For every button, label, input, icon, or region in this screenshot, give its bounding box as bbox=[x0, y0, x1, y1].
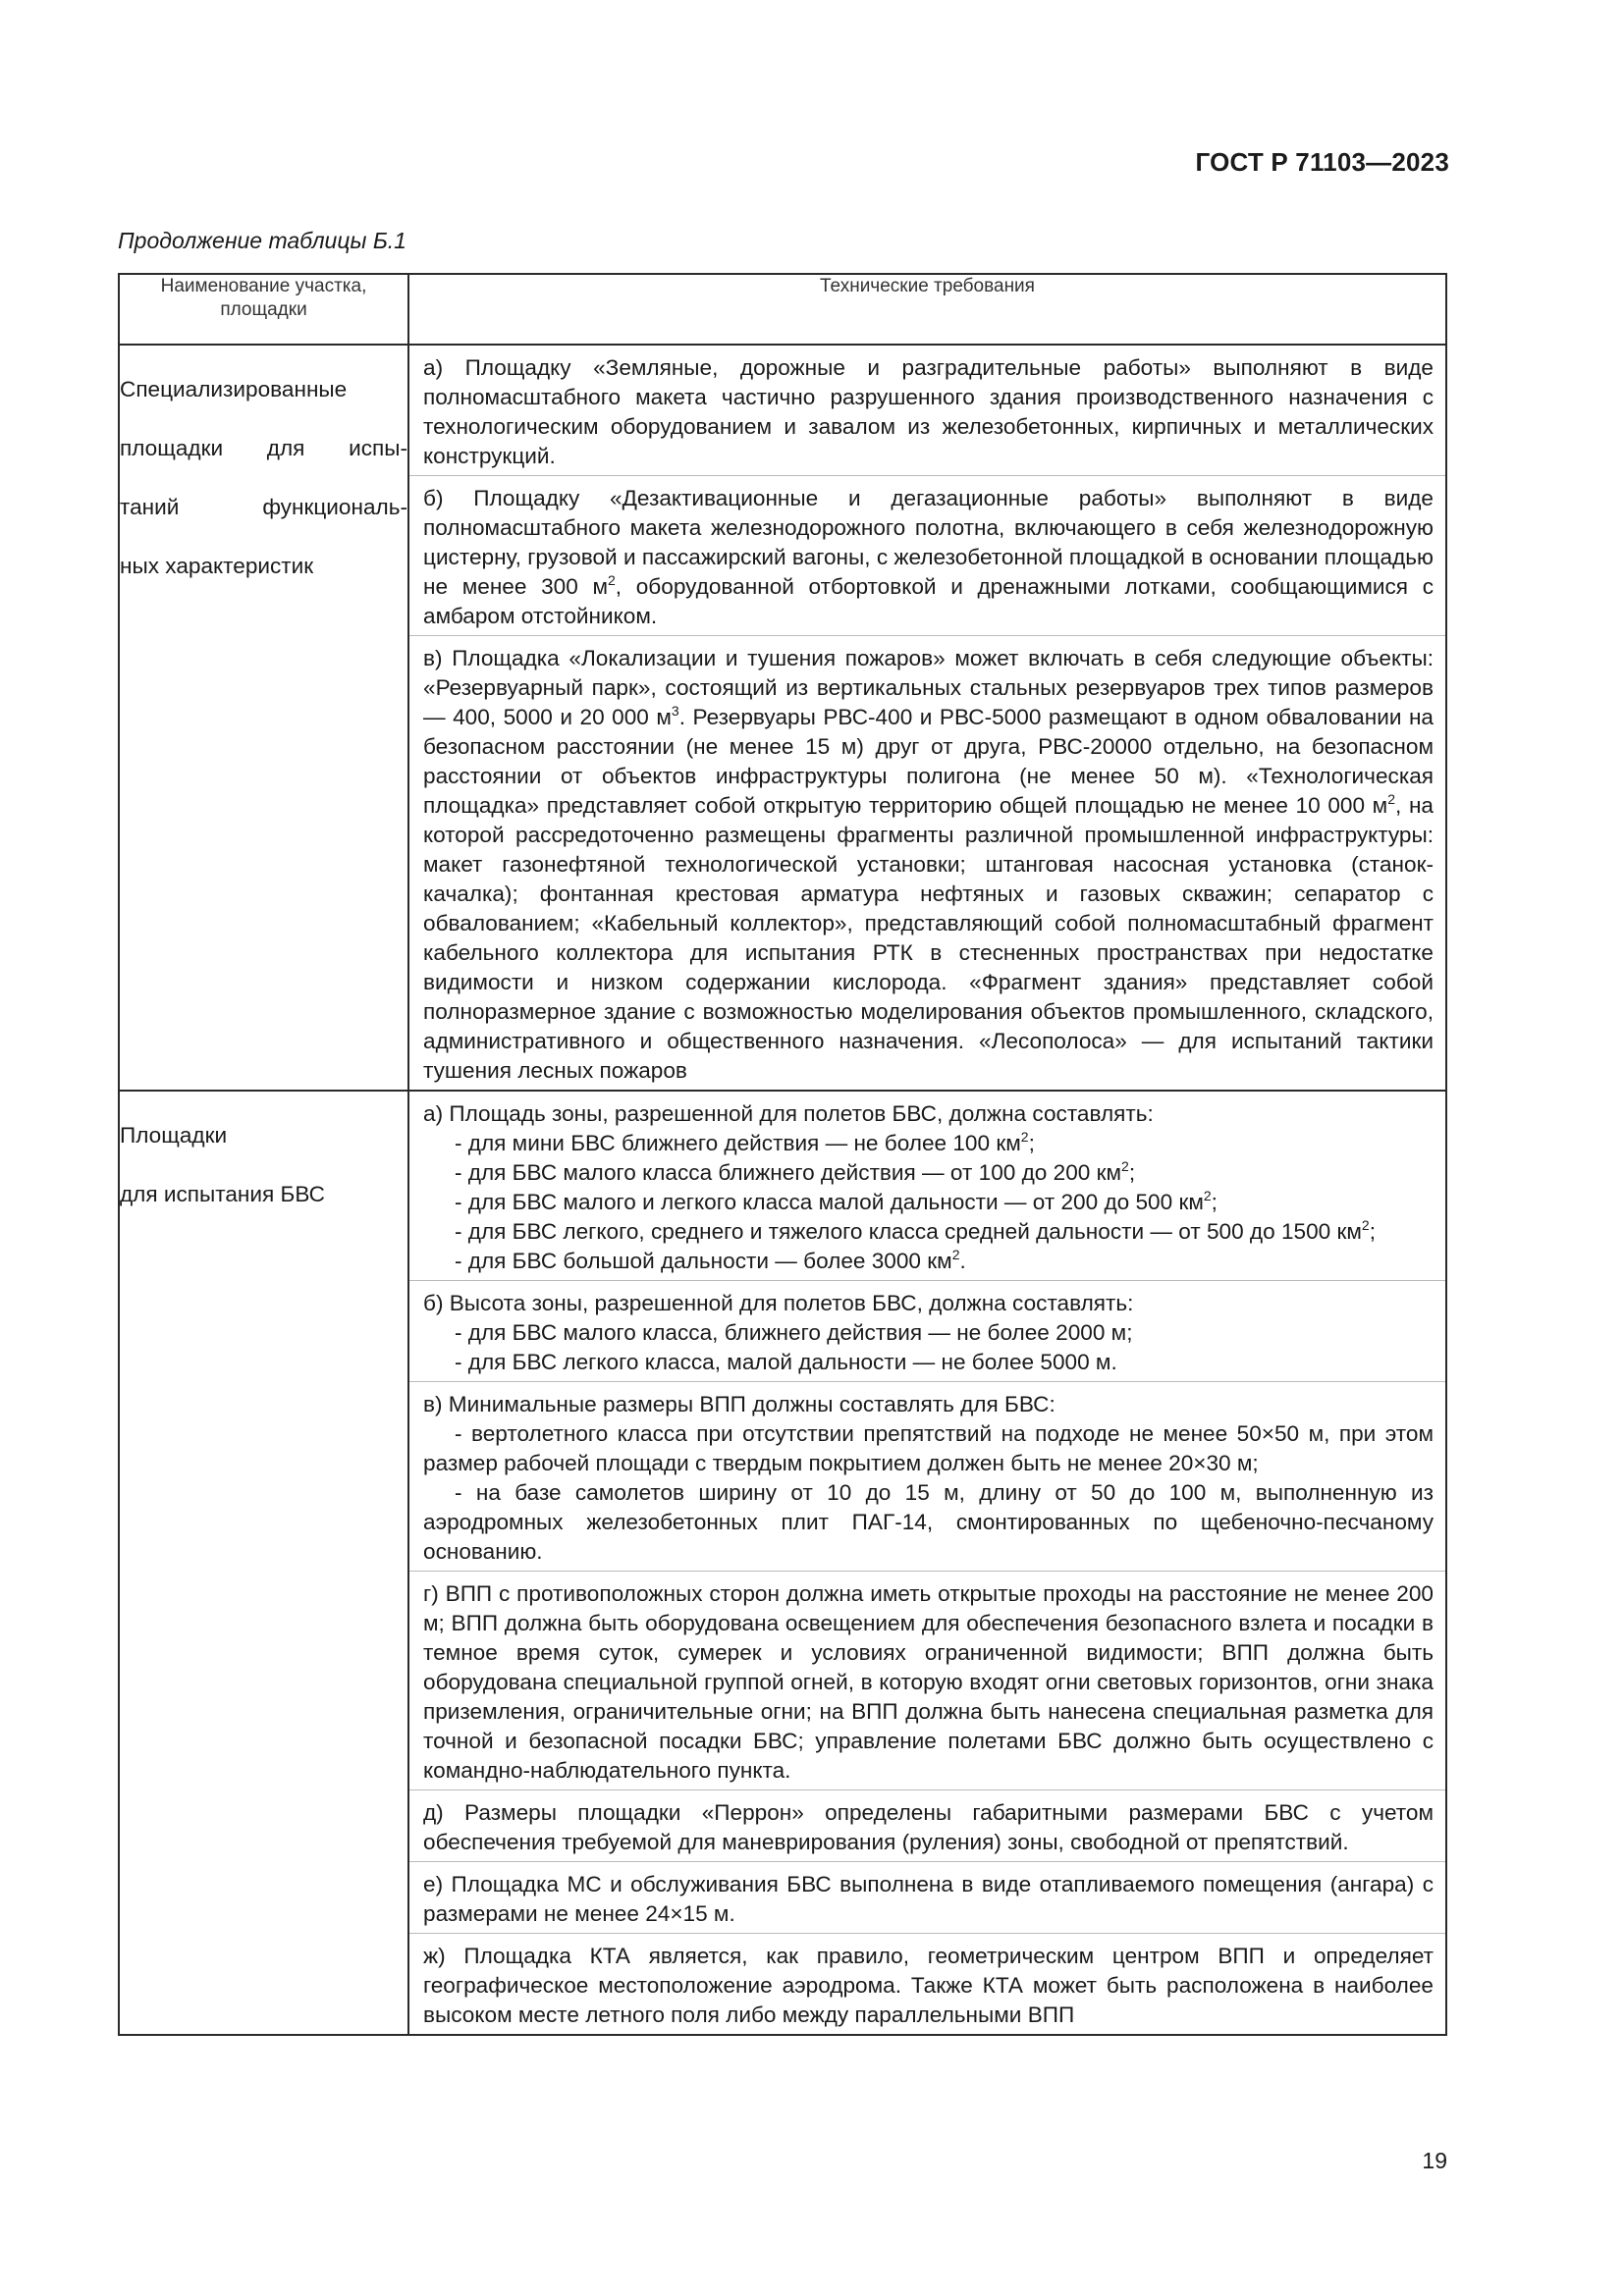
superscript: 2 bbox=[951, 1247, 960, 1262]
requirement-paragraph bbox=[409, 1862, 1445, 1934]
site-name-line: Специализированные bbox=[120, 377, 348, 401]
text-fragment: , на которой рассредоточенно размещены фрагменты различной промышленной инфраструктуры: макет газонефтяной технологической установки; штанговая насосная установка (станок-качалка); фонтанная крестовая арматура нефтяных и газовых скважин; сепаратор с обвалованием; «Кабельный коллектор», представляющий собой полномасштабный фрагмент кабельного коллектора для испытания РТК в стесненных пространствах при недостатке видимости и низком содержании кислорода. «Фрагмент здания» представляет собой полноразмерное здание с возможностью моделирования объектов промышленного, складского, административного и общественного назначения. «Лесополоса» — для испытаний тактики тушения лесных пожаров bbox=[423, 793, 1434, 1083]
paragraph-text: а) Площадку «Земляные, дорожные и разградительные работы» выполняют в виде полномасштабного макета частично разрушенного здания производственного назначения с технологическим оборудованием и завалом из железобетонных, кирпичных и металлических конструкций. bbox=[423, 355, 1434, 468]
paragraph-text: е) Площадка МС и обслуживания БВС выполнена в виде отапливаемого помещения (ангара) с размерами не менее 24×15 м. bbox=[423, 1872, 1434, 1926]
superscript: 2 bbox=[1121, 1158, 1129, 1174]
superscript: 2 bbox=[1387, 791, 1396, 807]
list-item: - на базе самолетов ширину от 10 до 15 м, длину от 50 до 100 м, выполненную из аэродромных железобетонных плит ПАГ-14, смонтированных по щебеночно-песчаному основанию. bbox=[423, 1480, 1434, 1564]
paragraph-text bbox=[423, 484, 1434, 631]
requirement-paragraph bbox=[409, 1790, 1445, 1862]
site-name-cell bbox=[119, 1091, 408, 2035]
superscript: 2 bbox=[1361, 1217, 1370, 1233]
header-line: площадки bbox=[220, 299, 307, 320]
text-fragment: ; bbox=[1211, 1190, 1218, 1214]
requirement-paragraph bbox=[409, 1382, 1445, 1572]
text-fragment: ; bbox=[1128, 1160, 1136, 1185]
list-item bbox=[423, 1217, 1434, 1247]
paragraph-intro: а) Площадь зоны, разрешенной для полетов БВС, должна составлять: bbox=[423, 1101, 1154, 1126]
list-item-text: - для БВС малого класса ближнего действия — от 100 до 200 км bbox=[455, 1160, 1122, 1185]
paragraph-text: г) ВПП с противоположных сторон должна иметь открытые проходы на расстояние не менее 200 м; ВПП должна быть оборудована освещением для обеспечения безопасного взлета и посадки в темное время суток, сумерек и условиях ограниченной видимости; ВПП должна быть оборудована специальной группой огней, в которую входят огни световых горизонтов, огни знака приземления, ограничительные огни; на ВПП должна быть нанесена специальная разметка для точной и безопасной посадки БВС; управление полетами БВС должно быть осуществлено с командно-наблюдательного пункта. bbox=[423, 1581, 1434, 1783]
requirement-paragraph bbox=[409, 1281, 1445, 1382]
site-name-line: для испытания БВС bbox=[120, 1182, 326, 1206]
list-item bbox=[423, 1247, 1434, 1276]
list-item bbox=[423, 1158, 1434, 1188]
superscript: 3 bbox=[671, 703, 679, 719]
text-fragment: . bbox=[959, 1249, 966, 1273]
paragraph-intro: в) Минимальные размеры ВПП должны составлять для БВС: bbox=[423, 1392, 1056, 1416]
requirement-paragraph bbox=[409, 1934, 1445, 2034]
text-fragment: , оборудованной отбортовкой и дренажными лотками, сообщающимися с амбаром отстойником. bbox=[423, 574, 1434, 628]
paragraph-intro: б) Высота зоны, разрешенной для полетов БВС, должна составлять: bbox=[423, 1291, 1134, 1315]
text-fragment: в) Площадка «Локализации и тушения пожаров» может включать в себя следующие объекты: «Резервуарный парк», состоящий из вертикальных стальных резервуаров трех типов размеров — 400, 5000 и 20 000 м bbox=[423, 646, 1434, 729]
list-item-text: - для мини БВС ближнего действия — не более 100 км bbox=[455, 1131, 1021, 1155]
list-item: - для БВС легкого класса, малой дальности — не более 5000 м. bbox=[455, 1350, 1117, 1374]
superscript: 2 bbox=[1020, 1129, 1029, 1145]
header-line: Наименование участка, bbox=[160, 276, 367, 296]
list-item-text: - для БВС большой дальности — более 3000 км bbox=[455, 1249, 952, 1273]
requirement-paragraph bbox=[409, 636, 1445, 1090]
table-row bbox=[119, 1091, 1446, 2035]
superscript: 2 bbox=[1203, 1188, 1212, 1203]
superscript: 2 bbox=[608, 572, 616, 588]
paragraph-text: ж) Площадка КТА является, как правило, геометрическим центром ВПП и определяет географическое местоположение аэродрома. Также КТА может быть расположена в наиболее высоком месте летного поля либо между параллельными ВПП bbox=[423, 1944, 1434, 2027]
site-name-line: таний функциональ- bbox=[120, 495, 407, 519]
text-fragment: б) Площадку «Дезактивационные и дегазационные работы» выполняют в виде полномасштабного макета железнодорожного полотна, включающего в себя железнодорожную цистерну, грузовой и пассажирский вагоны, с железобетонной площадкой в основании площадью не менее 300 м bbox=[423, 486, 1434, 599]
site-name-line: площадки для испы- bbox=[120, 436, 407, 460]
paragraph-text: д) Размеры площадки «Перрон» определены габаритными размерами БВС с учетом обеспечения требуемой для маневрирования (руления) зоны, свободной от препятствий. bbox=[423, 1800, 1434, 1854]
site-name-cell bbox=[119, 345, 408, 1091]
requirement-paragraph bbox=[409, 346, 1445, 476]
list-item: - вертолетного класса при отсутствии препятствий на подходе не менее 50×50 м, при этом размер рабочей площади с твердым покрытием должен быть не менее 20×30 м; bbox=[423, 1421, 1434, 1475]
site-name-line: ных характеристик bbox=[120, 554, 314, 578]
requirement-paragraph bbox=[409, 1572, 1445, 1790]
requirement-paragraph bbox=[409, 476, 1445, 636]
column-header-site-name bbox=[119, 274, 408, 345]
list-item: - для БВС малого класса, ближнего действия — не более 2000 м; bbox=[455, 1320, 1133, 1345]
text-fragment: ; bbox=[1028, 1131, 1035, 1155]
text-fragment: ; bbox=[1369, 1219, 1376, 1244]
page-number: 19 bbox=[1422, 2148, 1447, 2173]
paragraph-text bbox=[423, 644, 1434, 1086]
table-caption: Продолжение таблицы Б.1 bbox=[118, 228, 406, 253]
site-name bbox=[120, 346, 407, 611]
list-item bbox=[423, 1188, 1434, 1217]
requirements-cell bbox=[408, 1091, 1446, 2035]
requirements-cell bbox=[408, 345, 1446, 1091]
list-item-text: - для БВС легкого, среднего и тяжелого класса средней дальности — от 500 до 1500 км bbox=[455, 1219, 1362, 1244]
requirement-paragraph bbox=[409, 1092, 1445, 1281]
site-name bbox=[120, 1092, 407, 1239]
list-item bbox=[423, 1129, 1434, 1158]
document-code: ГОСТ Р 71103—2023 bbox=[1195, 147, 1449, 177]
list-item-text: - для БВС малого и легкого класса малой дальности — от 200 до 500 км bbox=[455, 1190, 1204, 1214]
table-header-row bbox=[119, 274, 1446, 345]
column-header-requirements: Технические требования bbox=[408, 274, 1446, 345]
site-name-line: Площадки bbox=[120, 1123, 228, 1148]
requirements-table bbox=[118, 273, 1447, 2036]
table-row bbox=[119, 345, 1446, 1091]
text-fragment: . Резервуары РВС-400 и РВС-5000 размещают в одном обваловании на безопасном расстоянии (не менее 15 м) друг от друга, РВС-20000 отдельно, на безопасном расстоянии от объектов инфраструктуры полигона (не менее 50 м). «Технологическая площадка» представляет собой открытую территорию общей площадью не менее 10 000 м bbox=[423, 705, 1434, 818]
